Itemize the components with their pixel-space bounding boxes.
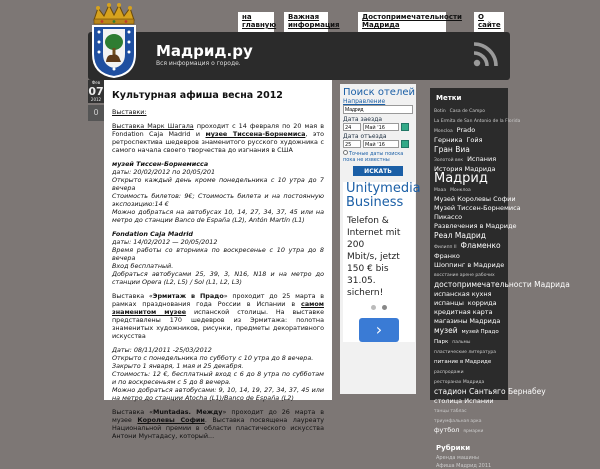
checkout-day-select[interactable]: 25 — [343, 140, 361, 148]
tag-cloud — [434, 106, 570, 436]
exact-dates-label: Точные даты поиска пока не известны — [343, 151, 404, 163]
rubrics-title: Рубрики — [436, 444, 471, 452]
museum-price: Стоимость билетов: 9€; Стоимость билета и на постоянную экспозицию:14 € — [112, 192, 324, 208]
direction-label: Направление — [343, 98, 386, 105]
ad-banner[interactable] — [343, 181, 421, 342]
article-text: » проходит до 26 марта в музее — [112, 408, 324, 424]
tag-link[interactable]: футбол — [434, 426, 460, 434]
exhibition-chagall-link[interactable]: Выставка Марк Шагала — [112, 122, 194, 130]
thyssen-museum-link[interactable]: музее Тиссена-Борнемиса — [205, 130, 306, 138]
checkin-month-select[interactable]: Май '16 — [363, 123, 399, 131]
tag-link[interactable]: История Мадрида — [434, 165, 496, 173]
tag-link[interactable]: La Ermita de San Antonio de la Florida — [434, 119, 521, 124]
tag-link[interactable]: музей — [434, 326, 458, 335]
tag-link[interactable]: Moncloa — [434, 129, 453, 134]
tag-link[interactable]: испанцы — [434, 299, 464, 307]
tag-link[interactable]: питание в Мадриде — [434, 359, 492, 365]
ad-offer-line: sichern! — [347, 288, 384, 298]
tag-link[interactable]: музей Прадо — [461, 329, 499, 335]
article-text: Выставка « — [112, 408, 153, 416]
museum-route: Можно добраться автобусами: 9, 10, 14, 19, 27, 34, 37, 45 или на метро до станции Atocha (L1)/Banco de España (L2) — [112, 386, 324, 402]
tag-link[interactable]: Реал Мадрид — [434, 231, 486, 240]
article-text: проходит с 14 февраля по 20 мая в Fondation Caja Madrid и — [112, 122, 324, 138]
museum-name: Fondation Caja Madrid — [112, 230, 193, 238]
checkout-label: Дата отъезда — [343, 133, 387, 140]
ad-dot[interactable] — [382, 305, 387, 310]
muntadas-exhibition: Muntadas. Между — [153, 408, 223, 416]
comments-count[interactable]: 0 — [88, 105, 104, 121]
nav-home[interactable]: на главную — [238, 12, 274, 34]
tag-link[interactable]: пальмы — [452, 340, 471, 345]
tag-link[interactable]: триумфальная арка — [434, 419, 482, 424]
checkin-day-select[interactable]: 24 — [343, 123, 361, 131]
tag-link[interactable]: магазины Мадрида — [434, 317, 501, 325]
checkout-calendar-icon[interactable] — [401, 140, 409, 148]
tag-link[interactable]: Мааа — [434, 188, 447, 193]
tag-link[interactable]: Монклоа — [450, 188, 471, 193]
direction-input[interactable] — [343, 105, 413, 114]
section-exhibitions: Выставки: — [112, 108, 147, 116]
checkin-label: Дата заезда — [343, 116, 383, 123]
hermitage-exhibition: Эрмитаж в Прадо — [152, 292, 224, 300]
tag-link[interactable]: распродажи — [434, 370, 464, 375]
exact-dates-checkbox[interactable] — [343, 150, 348, 155]
article-text: » проходит до 25 марта в рамках празднования года России в Испании в — [112, 292, 324, 308]
tags-title: Метки — [436, 94, 462, 102]
nav-important-info[interactable]: Важная информация — [284, 12, 328, 34]
tag-link[interactable]: Парк — [434, 339, 449, 345]
tag-link[interactable]: Фламенко — [460, 241, 501, 250]
ad-brand: Unitymedia — [346, 181, 421, 196]
hotel-search-widget — [340, 84, 421, 394]
museum-route: Можно добраться на автобусах 10, 14, 27, 34, 37, 45 или на метро до станции Banco de España (L2), Antón Martín (L1) — [112, 208, 324, 224]
tag-link[interactable]: стадион Сантьяго Бернабеу — [434, 387, 546, 396]
tag-link[interactable]: испанская кухня — [434, 290, 492, 298]
site-tagline: Вся информация о городе. — [156, 60, 241, 67]
museum-hours: Открыто с понедельника по субботу с 10 утра до 8 вечера. — [112, 354, 314, 362]
tag-link[interactable]: Музей Тиссен-Борнемиса — [434, 204, 521, 212]
date-day: 07 — [88, 85, 104, 98]
museum-price: Стоимость: 12 €, бесплатный вход с 6 до 8 утра по субботам и по воскресеньям с 5 до 8 вечера. — [112, 370, 324, 386]
prado-museum-link[interactable]: самом знаменитом музее — [112, 300, 324, 316]
ad-offer-line: Telefon & — [347, 216, 389, 226]
museum-hours: Время работы со вторника по воскресенье с 10 утра до 8 вечера — [112, 246, 324, 262]
ad-dot[interactable] — [371, 305, 376, 310]
tag-link[interactable]: достопримечательности Мадрида — [434, 280, 570, 289]
ad-offer-line: 150 € bis 31.05. — [347, 264, 389, 286]
museum-dates: Даты: 08/11/2011 -25/03/2012 — [112, 346, 212, 354]
tag-link[interactable]: коррида — [467, 299, 497, 307]
tag-link[interactable]: Prado — [456, 126, 476, 134]
tag-link[interactable]: восстание арене рабочих — [434, 273, 495, 278]
tag-link[interactable]: Золотой век — [434, 158, 464, 163]
tag-link[interactable]: танцы таблас — [434, 409, 467, 414]
ad-offer-line: Mbit/s, jetzt — [347, 252, 400, 262]
tag-link[interactable]: Шоппинг в Мадриде — [434, 261, 505, 269]
tag-link[interactable]: Гран Виа — [434, 145, 470, 154]
museum-dates: даты: 20/02/2012 по 20/05/201 — [112, 168, 216, 176]
tag-link[interactable]: Франко — [434, 252, 460, 260]
museum-name: музей Тиссен-Борнемисса — [112, 160, 209, 168]
nav-sights[interactable]: Достопримечательности Мадрида — [358, 12, 446, 34]
museum-hours: Открыто каждый день кроме понедельника с 10 утра до 7 вечера — [112, 176, 324, 192]
rubric-link[interactable]: Аренда машины — [436, 455, 479, 461]
tag-link[interactable]: Casa de Campo — [449, 109, 486, 114]
article-text: , это ретроспектива шедевров знаменитого русского художника с самого начала своего творчества до изгнания в США — [112, 130, 325, 154]
tag-link[interactable]: Мадрид — [434, 171, 488, 186]
hotel-search-title: Поиск отелей — [343, 87, 415, 98]
tag-link[interactable]: Музей Королевы Софии — [434, 195, 516, 203]
tag-link[interactable]: Герника — [434, 136, 463, 144]
tags-sidebar — [430, 88, 570, 469]
tag-link[interactable]: Пикассо — [434, 213, 463, 221]
tag-link[interactable]: Испания — [467, 155, 497, 163]
museum-hours: Закрыто 1 января, 1 мая и 25 декабря. — [112, 362, 244, 370]
madrid-coat-of-arms-icon — [88, 2, 140, 78]
tag-link[interactable]: столица Испании — [434, 397, 494, 405]
reina-sofia-link[interactable]: Королевы Софии — [137, 416, 205, 424]
rss-icon[interactable] — [472, 42, 498, 68]
checkout-month-select[interactable]: Май '16 — [363, 140, 399, 148]
nav-about[interactable]: О сайте — [474, 12, 504, 34]
article-text: Выставка « — [112, 292, 153, 300]
rubric-link[interactable]: Афиша Мадрид 2011 — [436, 463, 492, 469]
ad-offer-line: Internet mit 200 — [347, 228, 401, 250]
checkin-calendar-icon[interactable] — [401, 123, 409, 131]
tag-link[interactable]: ресторанах Мадрида — [434, 380, 485, 385]
tag-link[interactable]: Гойя — [466, 136, 483, 144]
tag-link[interactable]: Botin — [434, 109, 446, 114]
ad-pagination — [343, 305, 415, 310]
museum-route: Добраться автобусами 25, 39, 3, N16, N18 и на метро до станции Opera (L2, L5) / Sol (L1, L2, L3) — [112, 270, 324, 286]
ad-next-button[interactable]: › — [359, 318, 399, 342]
date-weekday: Фев — [91, 80, 101, 85]
tag-link[interactable]: кредитная карта — [434, 308, 493, 316]
tag-link[interactable]: Развлечения в Мадриде — [434, 222, 517, 230]
search-button[interactable]: ИСКАТЬ — [353, 166, 403, 176]
site-title[interactable]: Мадрид.ру — [156, 42, 253, 60]
article-title[interactable]: Культурная афиша весна 2012 — [112, 90, 283, 101]
museum-price: Вход бесплатный. — [112, 262, 174, 270]
article-text: испанской столицы. На выставке представлены 170 шедевров из Эрмитажа: полотна знаменитых художников, рисунки, предметы декоративного искусства — [112, 308, 324, 340]
tag-link[interactable]: Филипп II — [434, 245, 457, 250]
date-year: 2012 — [90, 97, 102, 102]
museum-dates: даты: 14/02/2012 — 20/05/2012 — [112, 238, 218, 246]
tag-link[interactable]: ярмарки — [463, 429, 484, 434]
site-header — [88, 32, 510, 80]
ad-offer — [343, 210, 415, 299]
post-date — [88, 80, 104, 121]
ad-brand: Business — [346, 195, 404, 210]
tag-link[interactable]: пластические литература — [434, 350, 497, 355]
article-text: . Выставка посвящена лауреату Национальной премии в области пластического искусства Антони Мунтадасу, который... — [112, 416, 324, 440]
article — [104, 80, 332, 440]
